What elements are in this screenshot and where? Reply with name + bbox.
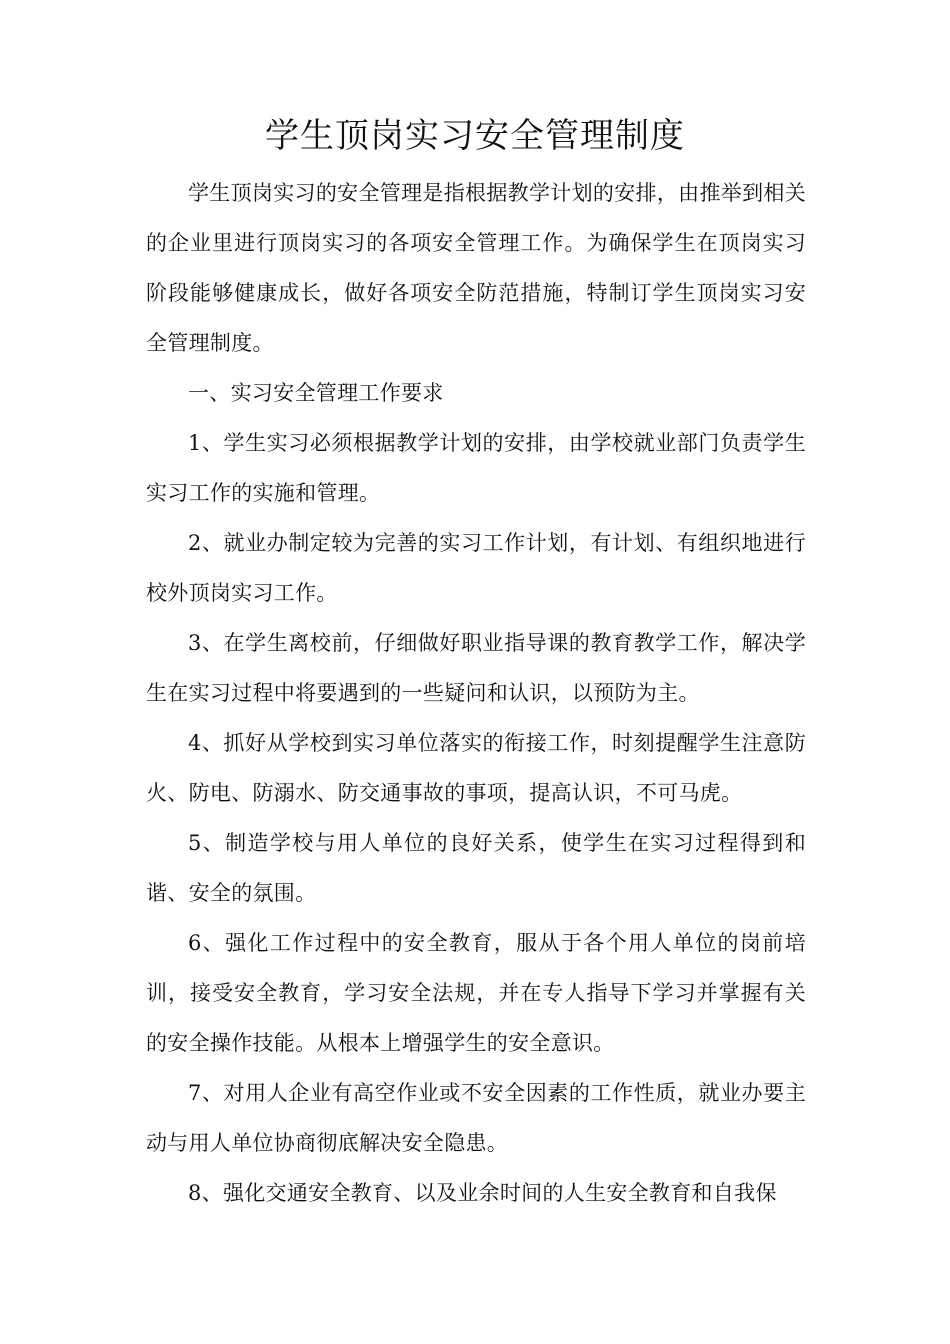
list-item-1: 1、学生实习必须根据教学计划的安排，由学校就业部门负责学生实习工作的实施和管理。	[146, 431, 806, 505]
list-item-3: 3、在学生离校前，仔细做好职业指导课的教育教学工作，解决学生在实习过程中将要遇到的一些疑问和认识，以预防为主。	[146, 631, 806, 705]
intro-paragraph: 学生顶岗实习的安全管理是指根据教学计划的安排，由推举到相关的企业里进行顶岗实习的各项安全管理工作。为确保学生在顶岗实习阶段能够健康成长，做好各项安全防范措施，特制订学生顶岗实习安全管理制度。	[146, 181, 806, 355]
document-title: 学生顶岗实习安全管理制度	[265, 116, 685, 156]
document-body	[146, 168, 806, 1218]
list-item-4: 4、抓好从学校到实习单位落实的衔接工作，时刻提醒学生注意防火、防电、防溺水、防交通事故的事项，提高认识，不可马虎。	[146, 731, 806, 805]
list-item-2: 2、就业办制定较为完善的实习工作计划，有计划、有组织地进行校外顶岗实习工作。	[146, 531, 806, 605]
section-heading: 一、实习安全管理工作要求	[188, 381, 444, 405]
list-item-5: 5、制造学校与用人单位的良好关系，使学生在实习过程得到和谐、安全的氛围。	[146, 831, 806, 905]
list-item-8: 8、强化交通安全教育、以及业余时间的人生安全教育和自我保	[188, 1181, 777, 1205]
list-item-6: 6、强化工作过程中的安全教育，服从于各个用人单位的岗前培训，接受安全教育，学习安全法规，并在专人指导下学习并掌握有关的安全操作技能。从根本上增强学生的安全意识。	[146, 931, 806, 1055]
list-item-7: 7、对用人企业有高空作业或不安全因素的工作性质，就业办要主动与用人单位协商彻底解决安全隐患。	[146, 1081, 806, 1155]
